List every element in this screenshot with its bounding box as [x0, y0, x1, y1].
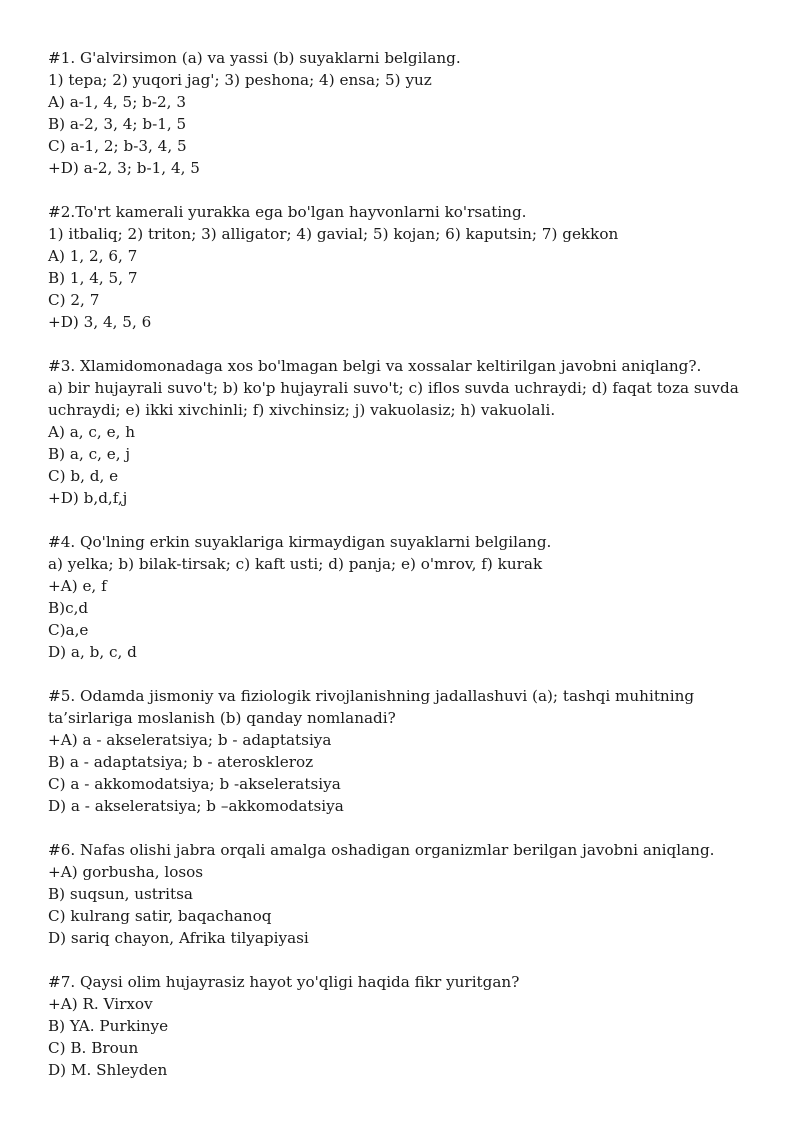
answer-option-a: +A) R. Virxov: [48, 995, 153, 1013]
question-stem: #4. Qo'lning erkin suyaklariga kirmaydigan suyaklarni belgilang.: [48, 533, 552, 551]
answer-option-a: +A) e, f: [48, 577, 107, 595]
question-stem: #7. Qaysi olim hujayrasiz hayot yo'qligi haqida fikr yuritgan?: [48, 973, 520, 991]
answer-option-a: A) a, c, e, h: [48, 423, 136, 441]
question-7: [48, 971, 768, 1081]
question-4: [48, 531, 768, 663]
question-stem: #6. Nafas olishi jabra orqali amalga oshadigan organizmlar berilgan javobni aniqlang.: [48, 841, 715, 859]
question-stem: #3. Xlamidomonadaga xos bo'lmagan belgi va xossalar keltirilgan javobni aniqlang?.: [48, 357, 702, 375]
answer-option-b: B)c,d: [48, 599, 89, 617]
answer-option-c: C)a,e: [48, 621, 89, 639]
question-6: [48, 839, 768, 949]
answer-option-d: +D) a-2, 3; b-1, 4, 5: [48, 159, 200, 177]
answer-option-d: +D) b,d,f,j: [48, 489, 128, 507]
answer-option-b: B) 1, 4, 5, 7: [48, 269, 138, 287]
question-stem: #2.To'rt kamerali yurakka ega bo'lgan hayvonlarni ko'rsating.: [48, 203, 527, 221]
answer-option-b: B) a - adaptatsiya; b - ateroskleroz: [48, 753, 314, 771]
answer-option-c: C) b, d, e: [48, 467, 119, 485]
answer-option-b: B) YA. Purkinye: [48, 1017, 169, 1035]
answer-option-b: B) a, c, e, j: [48, 445, 131, 463]
answer-option-c: C) 2, 7: [48, 291, 100, 309]
answer-option-a: A) 1, 2, 6, 7: [48, 247, 138, 265]
answer-option-a: +A) a - akseleratsiya; b - adaptatsiya: [48, 731, 332, 749]
question-1: [48, 47, 768, 179]
answer-option-d: D) a, b, c, d: [48, 643, 137, 661]
answer-option-c: C) a-1, 2; b-3, 4, 5: [48, 137, 187, 155]
answer-option-c: C) B. Broun: [48, 1039, 139, 1057]
answer-option-d: D) a - akseleratsiya; b –akkomodatsiya: [48, 797, 344, 815]
question-2: [48, 201, 768, 333]
answer-option-b: B) a-2, 3, 4; b-1, 5: [48, 115, 187, 133]
answer-option-d: D) M. Shleyden: [48, 1061, 168, 1079]
answer-option-c: C) a - akkomodatsiya; b -akseleratsiya: [48, 775, 341, 793]
answer-option-a: +A) gorbusha, losos: [48, 863, 204, 881]
question-stem: #5. Odamda jismoniy va fiziologik rivojlanishning jadallashuvi (a); tashqi muhitning ta’sirlariga moslanish (b) qanday nomlanadi?: [48, 687, 695, 727]
question-items: 1) itbaliq; 2) triton; 3) alligator; 4) gavial; 5) kojan; 6) kaputsin; 7) gekkon: [48, 225, 619, 243]
question-items: a) bir hujayrali suvo't; b) ko'p hujayrali suvo't; c) iflos suvda uchraydi; d) faqat toza suvda uchraydi; e) ikki xivchinli; f) xivchinsiz; j) vakuolasiz; h) vakuolali.: [48, 379, 739, 419]
question-5: [48, 685, 768, 817]
quiz-document: [48, 47, 768, 1103]
question-items: 1) tepa; 2) yuqori jag'; 3) peshona; 4) ensa; 5) yuz: [48, 71, 432, 89]
answer-option-c: C) kulrang satir, baqachanoq: [48, 907, 272, 925]
answer-option-a: A) a-1, 4, 5; b-2, 3: [48, 93, 186, 111]
question-stem: #1. G'alvirsimon (a) va yassi (b) suyaklarni belgilang.: [48, 49, 461, 67]
answer-option-d: D) sariq chayon, Afrika tilyapiyasi: [48, 929, 309, 947]
question-items: a) yelka; b) bilak-tirsak; c) kaft usti; d) panja; e) o'mrov, f) kurak: [48, 555, 543, 573]
question-3: [48, 355, 768, 509]
answer-option-d: +D) 3, 4, 5, 6: [48, 313, 152, 331]
answer-option-b: B) suqsun, ustritsa: [48, 885, 193, 903]
